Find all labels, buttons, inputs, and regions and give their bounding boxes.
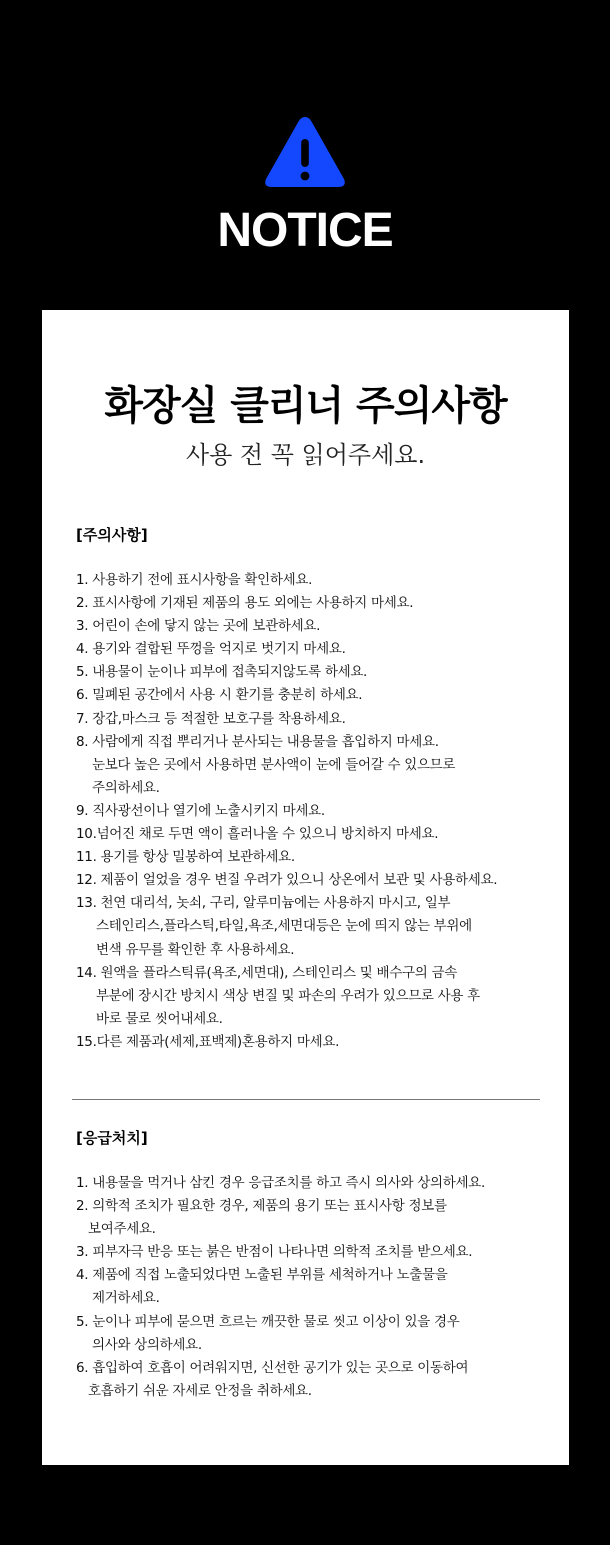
list-item: 부분에 장시간 방치시 색상 변질 및 파손의 우려가 있으므로 사용 후 — [76, 987, 480, 1004]
list-item: 의사와 상의하세요. — [76, 1336, 202, 1353]
list-item: 보여주세요. — [76, 1221, 156, 1238]
list-item: 5. 내용물이 눈이나 피부에 접촉되지않도록 하세요. — [76, 664, 368, 681]
first-aid-list — [76, 1172, 566, 1403]
list-item: 9. 직사광선이나 열기에 노출시키지 마세요. — [76, 802, 325, 819]
list-item: 1. 사용하기 전에 표시사항을 확인하세요. — [76, 572, 313, 588]
section-divider — [72, 1099, 540, 1100]
list-item: 4. 제품에 직접 노출되었다면 노출된 부위를 세척하거나 노출물을 — [76, 1267, 448, 1284]
list-item: 변색 유무를 확인한 후 사용하세요. — [76, 941, 295, 958]
list-item: 바로 물로 씻어내세요. — [76, 1010, 223, 1027]
notice-card — [42, 310, 569, 1465]
notice-title: NOTICE — [217, 204, 393, 257]
list-item: 11. 용기를 항상 밀봉하여 보관하세요. — [76, 849, 295, 866]
list-item: 12. 제품이 얼었을 경우 변질 우려가 있으니 상온에서 보관 및 사용하세요. — [76, 872, 498, 889]
list-item: 2. 의학적 조치가 필요한 경우, 제품의 용기 또는 표시사항 정보를 — [76, 1198, 447, 1215]
page-title: 화장실 클리너 주의사항 — [104, 383, 507, 429]
list-item: 15.다른 제품과(세제,표백제)혼용하지 마세요. — [76, 1033, 340, 1050]
list-item: 스테인리스,플라스틱,타일,욕조,세면대등은 눈에 띄지 않는 부위에 — [76, 918, 472, 935]
page-subtitle: 사용 전 꼭 읽어주세요. — [185, 441, 426, 469]
notice-header — [0, 0, 610, 310]
list-item: 10.넘어진 채로 두면 액이 흘러나올 수 있으니 방치하지 마세요. — [76, 826, 439, 843]
precautions-list — [76, 569, 566, 1054]
warning-triangle-icon — [262, 113, 348, 191]
list-item: 14. 원액을 플라스틱류(욕조,세면대), 스테인리스 및 배수구의 금속 — [76, 964, 457, 981]
list-item: 6. 흡입하여 호흡이 어려워지면, 신선한 공기가 있는 곳으로 이동하여 — [76, 1359, 469, 1376]
list-item: 주의하세요. — [76, 779, 160, 796]
list-item: 2. 표시사항에 기재된 제품의 용도 외에는 사용하지 마세요. — [76, 595, 414, 612]
list-item: 8. 사람에게 직접 뿌리거나 분사되는 내용물을 흡입하지 마세요. — [76, 733, 439, 750]
first-aid-heading: [응급처치] — [76, 1129, 148, 1147]
list-item: 제거하세요. — [76, 1290, 160, 1307]
list-item: 7. 장갑,마스크 등 적절한 보호구를 착용하세요. — [76, 710, 346, 727]
precautions-heading: [주의사항] — [76, 526, 148, 544]
list-item: 5. 눈이나 피부에 묻으면 흐르는 깨끗한 물로 씻고 이상이 있을 경우 — [76, 1313, 460, 1330]
list-item: 눈보다 높은 곳에서 사용하면 분사액이 눈에 들어갈 수 있으므로 — [76, 756, 456, 773]
list-item: 6. 밀폐된 공간에서 사용 시 환기를 충분히 하세요. — [76, 687, 363, 704]
list-item: 호흡하기 쉬운 자세로 안정을 취하세요. — [76, 1382, 312, 1399]
list-item: 3. 피부자극 반응 또는 붉은 반점이 나타나면 의학적 조치를 받으세요. — [76, 1244, 473, 1261]
list-item: 3. 어린이 손에 닿지 않는 곳에 보관하세요. — [76, 618, 321, 635]
list-item: 13. 천연 대리석, 놋쇠, 구리, 알루미늄에는 사용하지 마시고, 일부 — [76, 895, 451, 912]
list-item: 1. 내용물을 먹거나 삼킨 경우 응급조치를 하고 즉시 의사와 상의하세요. — [76, 1175, 485, 1191]
list-item: 4. 용기와 결합된 뚜껑을 억지로 벗기지 마세요. — [76, 641, 346, 658]
